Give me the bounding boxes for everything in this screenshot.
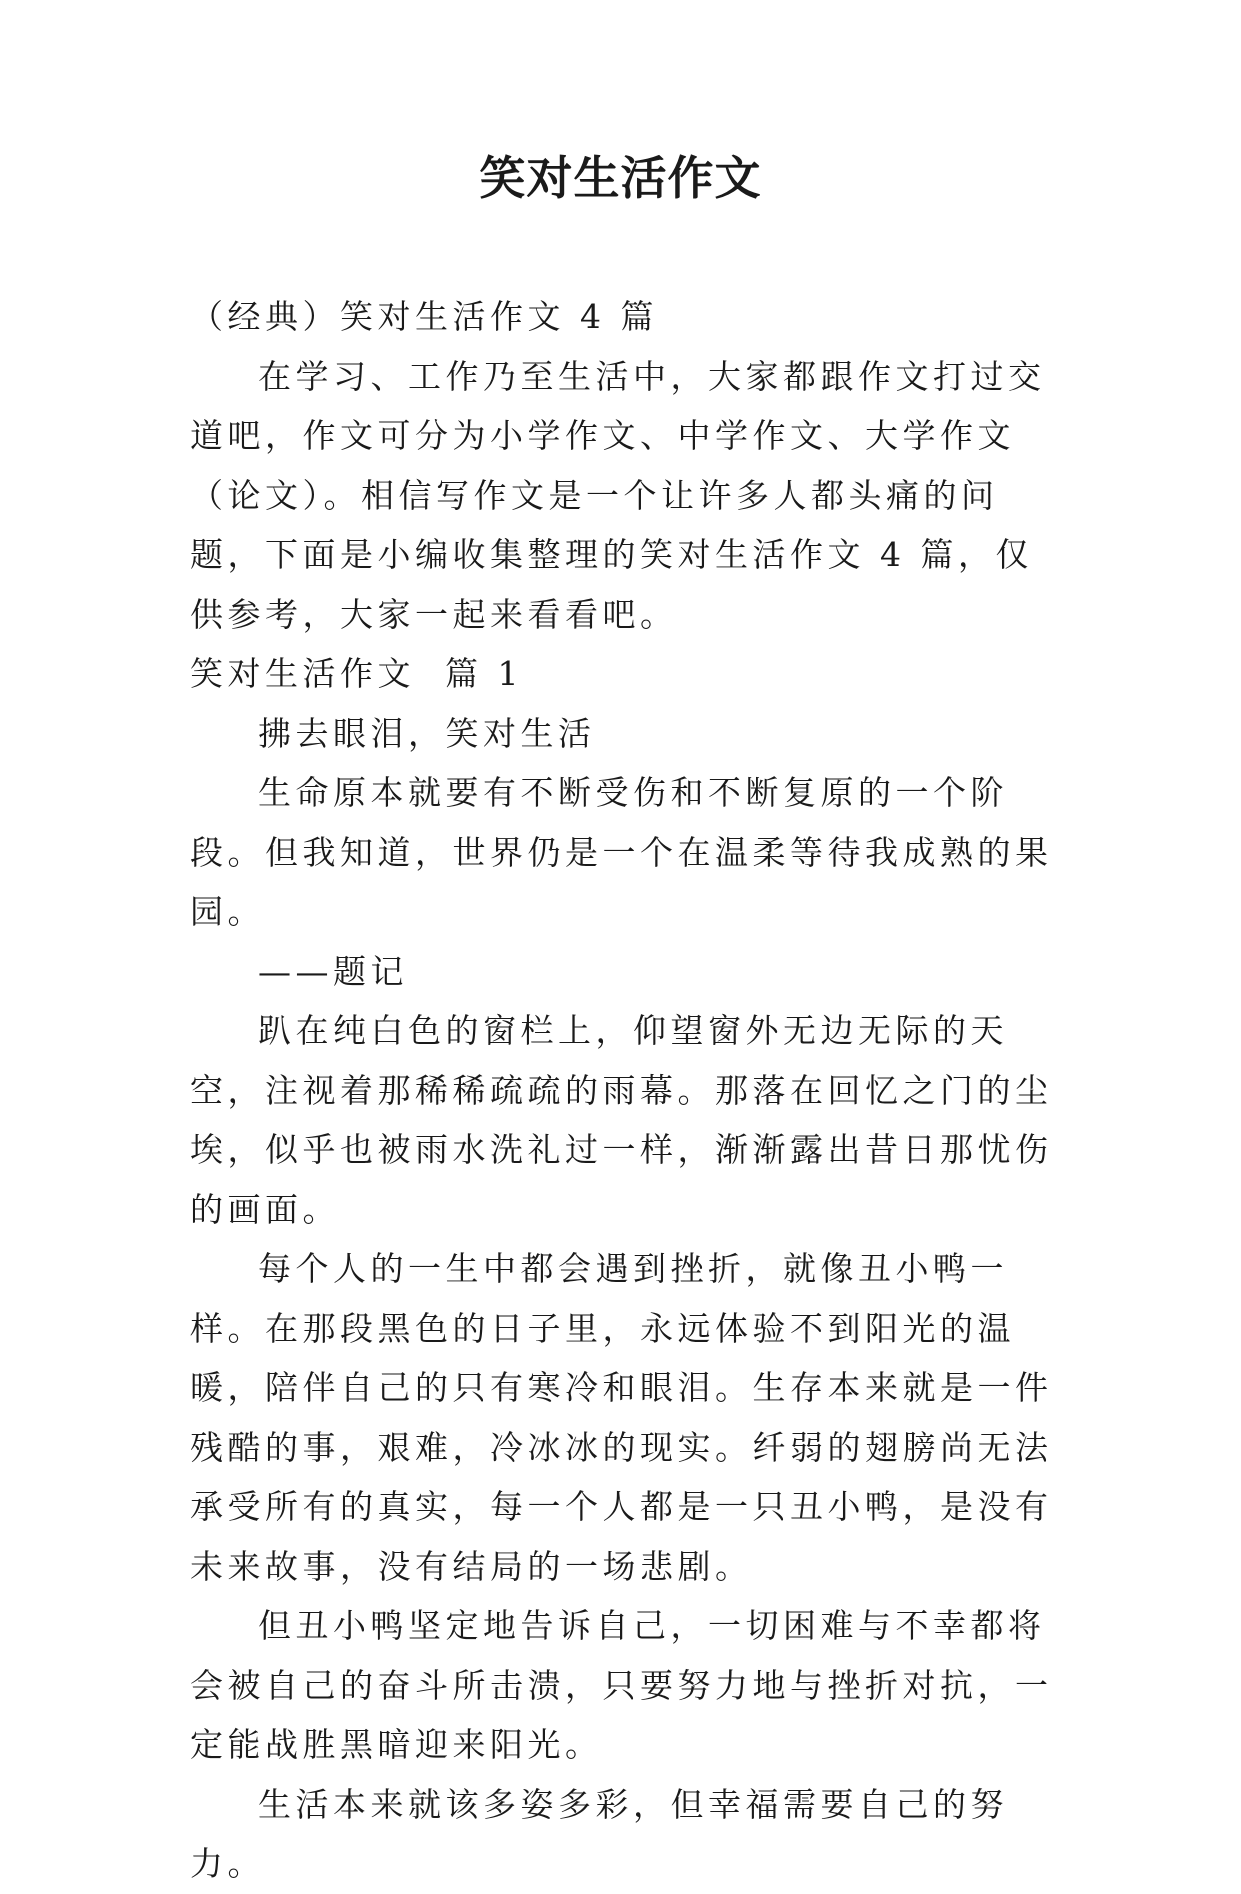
section-heading: 笑对生活作文 篇 1 [190,654,523,693]
body-paragraph: 每个人的一生中都会遇到挫折，就像丑小鸭一样。在那段黑色的日子里，永远体验不到阳光的温暖，陪伴自己的只有寒冷和眼泪。生存本来就是一件残酷的事，艰难，冷冰冰的现实。纤弱的翅膀尚无法承受所有的真实，每一个人都是一只丑小鸭，是没有未来故事，没有结局的一场悲剧。 [190,1249,1053,1586]
epigraph: 生命原本就要有不断受伤和不断复原的一个阶段。但我知道，世界仍是一个在温柔等待我成熟的果园。 [190,773,1053,931]
intro-paragraph: 在学习、工作乃至生活中，大家都跟作文打过交道吧，作文可分为小学作文、中学作文、大学作文（论文）。相信写作文是一个让许多人都头痛的问题，下面是小编收集整理的笑对生活作文 4 篇，仅供参考，大家一起来看看吧。 [190,356,1046,634]
body-paragraph: 生活本来就该多姿多彩，但幸福需要自己的努力。 [190,1784,1008,1883]
document-title: 笑对生活作文 [479,151,762,205]
body-paragraph: 但丑小鸭坚定地告诉自己，一切困难与不幸都将会被自己的奋斗所击溃，只要努力地与挫折对抗，一定能战胜黑暗迎来阳光。 [190,1606,1053,1764]
document-subtitle: （经典）笑对生活作文 4 篇 [190,297,658,336]
epigraph-note: ——题记 [258,951,408,991]
essay-title: 拂去眼泪，笑对生活 [258,713,596,753]
document-body [190,287,1070,1894]
body-paragraph: 趴在纯白色的窗栏上，仰望窗外无边无际的天空，注视着那稀稀疏疏的雨幕。那落在回忆之门的尘埃，似乎也被雨水洗礼过一样，渐渐露出昔日那忧伤的画面。 [190,1011,1053,1229]
